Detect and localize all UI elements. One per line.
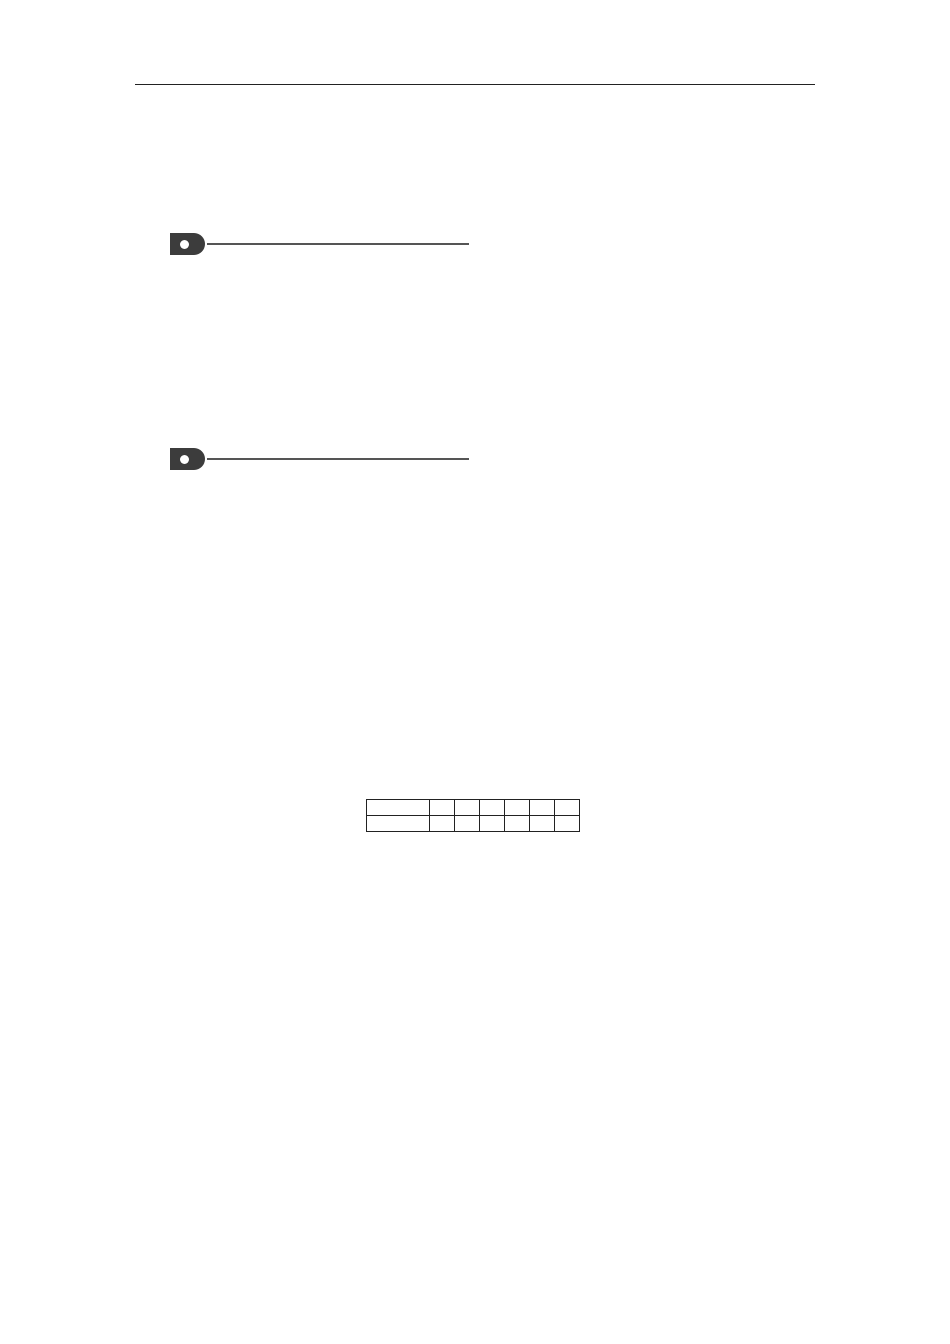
table-cell [455,800,480,816]
table-cell [480,800,505,816]
header-rule [135,84,815,85]
table-cell [505,816,530,832]
section-rule [207,243,469,245]
table-cell [505,800,530,816]
bullet-dot-icon [180,455,189,464]
section-homework [170,447,469,471]
table-cell [530,816,555,832]
table-cell [430,816,455,832]
table-cell [455,816,480,832]
table-cell [430,800,455,816]
section-rule [207,458,469,460]
table-cell [367,800,430,816]
section-knowledge [170,232,469,256]
table-cell [367,816,430,832]
table-cell [530,800,555,816]
table-row [367,816,580,832]
table-cell [555,800,580,816]
table-cell [480,816,505,832]
table-cell [555,816,580,832]
table-row [367,800,580,816]
bullet-dot-icon [180,240,189,249]
answer-table [366,799,580,832]
